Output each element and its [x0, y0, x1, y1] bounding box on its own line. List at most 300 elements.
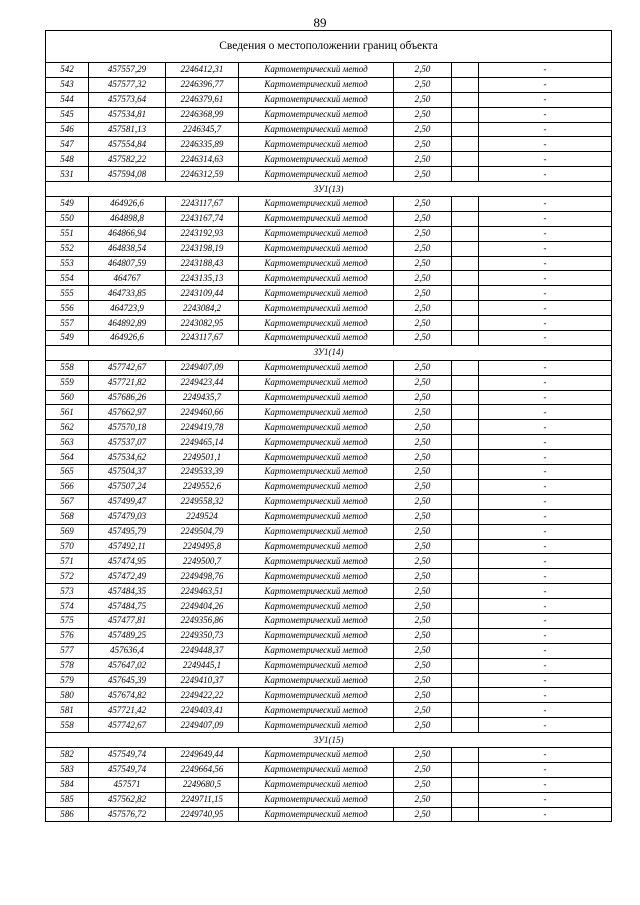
cell-blank — [452, 226, 479, 241]
cell-x-coordinate: 457662,97 — [89, 405, 166, 420]
cell-y-coordinate: 2246335,89 — [166, 137, 239, 152]
table-title: Сведения о местоположении границ объекта — [46, 31, 612, 63]
cell-blank — [452, 688, 479, 703]
cell-method: Картометрический метод — [239, 122, 394, 137]
cell-y-coordinate: 2249524 — [166, 509, 239, 524]
table-row — [46, 777, 612, 792]
cell-description: - — [479, 762, 612, 777]
cell-point-number: 542 — [46, 63, 89, 78]
cell-x-coordinate: 457557,29 — [89, 63, 166, 78]
cell-accuracy: 2,50 — [394, 256, 452, 271]
cell-description: - — [479, 197, 612, 212]
cell-point-number: 579 — [46, 673, 89, 688]
cell-point-number: 562 — [46, 420, 89, 435]
table-row — [46, 450, 612, 465]
cell-x-coordinate: 457594,08 — [89, 167, 166, 182]
cell-y-coordinate: 2249410,37 — [166, 673, 239, 688]
cell-x-coordinate: 464733,85 — [89, 286, 166, 301]
cell-y-coordinate: 2249711,15 — [166, 792, 239, 807]
cell-accuracy: 2,50 — [394, 524, 452, 539]
cell-point-number: 565 — [46, 465, 89, 480]
cell-point-number: 545 — [46, 107, 89, 122]
cell-accuracy: 2,50 — [394, 420, 452, 435]
cell-blank — [452, 137, 479, 152]
cell-y-coordinate: 2243082,95 — [166, 316, 239, 331]
cell-x-coordinate: 464723,9 — [89, 301, 166, 316]
cell-x-coordinate: 457472,49 — [89, 569, 166, 584]
cell-y-coordinate: 2249422,22 — [166, 688, 239, 703]
cell-x-coordinate: 457549,74 — [89, 747, 166, 762]
cell-method: Картометрический метод — [239, 613, 394, 628]
cell-accuracy: 2,50 — [394, 331, 452, 346]
cell-blank — [452, 777, 479, 792]
cell-description: - — [479, 256, 612, 271]
table-row — [46, 107, 612, 122]
cell-y-coordinate: 2249423,44 — [166, 375, 239, 390]
cell-description: - — [479, 107, 612, 122]
table-row — [46, 360, 612, 375]
cell-accuracy: 2,50 — [394, 107, 452, 122]
cell-y-coordinate: 2249558,32 — [166, 494, 239, 509]
cell-blank — [452, 658, 479, 673]
cell-point-number: 575 — [46, 613, 89, 628]
cell-x-coordinate: 457742,67 — [89, 718, 166, 733]
cell-method: Картометрический метод — [239, 703, 394, 718]
cell-blank — [452, 628, 479, 643]
cell-point-number: 551 — [46, 226, 89, 241]
table-row — [46, 137, 612, 152]
table-row — [46, 688, 612, 703]
cell-y-coordinate: 2249649,44 — [166, 747, 239, 762]
cell-description: - — [479, 360, 612, 375]
cell-accuracy: 2,50 — [394, 718, 452, 733]
cell-blank — [452, 316, 479, 331]
cell-x-coordinate: 457477,81 — [89, 613, 166, 628]
table-row — [46, 494, 612, 509]
cell-method: Картометрический метод — [239, 197, 394, 212]
cell-method: Картометрический метод — [239, 747, 394, 762]
cell-point-number: 576 — [46, 628, 89, 643]
table-row — [46, 271, 612, 286]
cell-description: - — [479, 569, 612, 584]
cell-point-number: 581 — [46, 703, 89, 718]
cell-description: - — [479, 792, 612, 807]
cell-accuracy: 2,50 — [394, 628, 452, 643]
cell-point-number: 585 — [46, 792, 89, 807]
cell-point-number: 549 — [46, 197, 89, 212]
cell-x-coordinate: 457674,82 — [89, 688, 166, 703]
table-row — [46, 375, 612, 390]
cell-method: Картометрический метод — [239, 554, 394, 569]
cell-description: - — [479, 584, 612, 599]
cell-y-coordinate: 2246314,63 — [166, 152, 239, 167]
cell-description: - — [479, 137, 612, 152]
cell-x-coordinate: 457537,07 — [89, 435, 166, 450]
cell-accuracy: 2,50 — [394, 494, 452, 509]
table-row — [46, 167, 612, 182]
cell-method: Картометрический метод — [239, 807, 394, 822]
cell-method: Картометрический метод — [239, 777, 394, 792]
cell-blank — [452, 613, 479, 628]
cell-y-coordinate: 2249495,8 — [166, 539, 239, 554]
boundary-table — [45, 30, 612, 822]
cell-y-coordinate: 2249407,09 — [166, 360, 239, 375]
cell-y-coordinate: 2249356,86 — [166, 613, 239, 628]
cell-description: - — [479, 777, 612, 792]
cell-description: - — [479, 375, 612, 390]
cell-blank — [452, 747, 479, 762]
cell-point-number: 550 — [46, 211, 89, 226]
cell-point-number: 566 — [46, 479, 89, 494]
cell-x-coordinate: 457571 — [89, 777, 166, 792]
cell-x-coordinate: 464926,6 — [89, 197, 166, 212]
cell-accuracy: 2,50 — [394, 226, 452, 241]
table-row — [46, 256, 612, 271]
cell-accuracy: 2,50 — [394, 569, 452, 584]
table-row — [46, 524, 612, 539]
cell-point-number: 557 — [46, 316, 89, 331]
cell-accuracy: 2,50 — [394, 599, 452, 614]
cell-blank — [452, 435, 479, 450]
cell-accuracy: 2,50 — [394, 777, 452, 792]
cell-description: - — [479, 92, 612, 107]
table-row — [46, 539, 612, 554]
cell-y-coordinate: 2249740,95 — [166, 807, 239, 822]
cell-accuracy: 2,50 — [394, 92, 452, 107]
cell-y-coordinate: 2249460,66 — [166, 405, 239, 420]
table-row — [46, 509, 612, 524]
cell-blank — [452, 241, 479, 256]
cell-accuracy: 2,50 — [394, 703, 452, 718]
table-row — [46, 331, 612, 346]
cell-blank — [452, 494, 479, 509]
section-label: ЗУ1(13) — [46, 182, 612, 197]
cell-y-coordinate: 2249448,37 — [166, 643, 239, 658]
cell-description: - — [479, 554, 612, 569]
cell-accuracy: 2,50 — [394, 77, 452, 92]
cell-description: - — [479, 465, 612, 480]
cell-accuracy: 2,50 — [394, 479, 452, 494]
cell-blank — [452, 807, 479, 822]
table-row — [46, 554, 612, 569]
table-row — [46, 92, 612, 107]
cell-accuracy: 2,50 — [394, 197, 452, 212]
cell-point-number: 572 — [46, 569, 89, 584]
cell-y-coordinate: 2243198,19 — [166, 241, 239, 256]
cell-description: - — [479, 688, 612, 703]
cell-point-number: 556 — [46, 301, 89, 316]
cell-blank — [452, 539, 479, 554]
cell-accuracy: 2,50 — [394, 762, 452, 777]
table-title-row — [46, 31, 612, 63]
table-row — [46, 628, 612, 643]
cell-x-coordinate: 457507,24 — [89, 479, 166, 494]
cell-description: - — [479, 122, 612, 137]
table-row — [46, 301, 612, 316]
cell-y-coordinate: 2249504,79 — [166, 524, 239, 539]
cell-point-number: 561 — [46, 405, 89, 420]
cell-x-coordinate: 457499,47 — [89, 494, 166, 509]
cell-accuracy: 2,50 — [394, 405, 452, 420]
cell-blank — [452, 554, 479, 569]
cell-blank — [452, 390, 479, 405]
cell-blank — [452, 167, 479, 182]
cell-y-coordinate: 2246379,61 — [166, 92, 239, 107]
table-row — [46, 479, 612, 494]
cell-method: Картометрический метод — [239, 420, 394, 435]
cell-y-coordinate: 2243084,2 — [166, 301, 239, 316]
cell-description: - — [479, 479, 612, 494]
cell-method: Картометрический метод — [239, 569, 394, 584]
cell-point-number: 559 — [46, 375, 89, 390]
cell-method: Картометрический метод — [239, 152, 394, 167]
cell-point-number: 543 — [46, 77, 89, 92]
cell-accuracy: 2,50 — [394, 435, 452, 450]
cell-point-number: 569 — [46, 524, 89, 539]
cell-blank — [452, 360, 479, 375]
cell-method: Картометрический метод — [239, 599, 394, 614]
cell-x-coordinate: 457484,75 — [89, 599, 166, 614]
cell-blank — [452, 420, 479, 435]
cell-y-coordinate: 2249501,1 — [166, 450, 239, 465]
table-row — [46, 792, 612, 807]
cell-method: Картометрический метод — [239, 762, 394, 777]
cell-method: Картометрический метод — [239, 494, 394, 509]
cell-point-number: 554 — [46, 271, 89, 286]
cell-y-coordinate: 2246368,99 — [166, 107, 239, 122]
table-row — [46, 643, 612, 658]
table-row — [46, 599, 612, 614]
cell-x-coordinate: 457647,02 — [89, 658, 166, 673]
cell-y-coordinate: 2249664,56 — [166, 762, 239, 777]
cell-accuracy: 2,50 — [394, 509, 452, 524]
table-row — [46, 420, 612, 435]
cell-method: Картометрический метод — [239, 167, 394, 182]
cell-accuracy: 2,50 — [394, 807, 452, 822]
cell-point-number: 560 — [46, 390, 89, 405]
cell-blank — [452, 703, 479, 718]
cell-method: Картометрический метод — [239, 643, 394, 658]
cell-point-number: 567 — [46, 494, 89, 509]
cell-x-coordinate: 457549,74 — [89, 762, 166, 777]
table-row — [46, 211, 612, 226]
table-row — [46, 390, 612, 405]
cell-point-number: 574 — [46, 599, 89, 614]
cell-method: Картометрический метод — [239, 331, 394, 346]
cell-description: - — [479, 509, 612, 524]
table-row — [46, 435, 612, 450]
cell-y-coordinate: 2249465,14 — [166, 435, 239, 450]
cell-method: Картометрический метод — [239, 688, 394, 703]
cell-y-coordinate: 2243167,74 — [166, 211, 239, 226]
cell-description: - — [479, 494, 612, 509]
cell-y-coordinate: 2249445,1 — [166, 658, 239, 673]
section-label: ЗУ1(15) — [46, 733, 612, 748]
cell-method: Картометрический метод — [239, 316, 394, 331]
cell-method: Картометрический метод — [239, 450, 394, 465]
cell-blank — [452, 197, 479, 212]
cell-point-number: 558 — [46, 360, 89, 375]
cell-y-coordinate: 2249498,76 — [166, 569, 239, 584]
cell-accuracy: 2,50 — [394, 539, 452, 554]
cell-description: - — [479, 673, 612, 688]
cell-point-number: 577 — [46, 643, 89, 658]
table-row — [46, 673, 612, 688]
cell-method: Картометрический метод — [239, 718, 394, 733]
cell-blank — [452, 152, 479, 167]
cell-point-number: 548 — [46, 152, 89, 167]
cell-blank — [452, 569, 479, 584]
cell-accuracy: 2,50 — [394, 316, 452, 331]
cell-x-coordinate: 457742,67 — [89, 360, 166, 375]
cell-blank — [452, 465, 479, 480]
cell-y-coordinate: 2249403,41 — [166, 703, 239, 718]
cell-accuracy: 2,50 — [394, 271, 452, 286]
cell-x-coordinate: 457721,82 — [89, 375, 166, 390]
cell-description: - — [479, 628, 612, 643]
cell-x-coordinate: 457636,4 — [89, 643, 166, 658]
cell-description: - — [479, 450, 612, 465]
cell-method: Картометрический метод — [239, 286, 394, 301]
cell-x-coordinate: 464767 — [89, 271, 166, 286]
cell-method: Картометрический метод — [239, 524, 394, 539]
cell-accuracy: 2,50 — [394, 792, 452, 807]
cell-accuracy: 2,50 — [394, 747, 452, 762]
cell-description: - — [479, 435, 612, 450]
cell-accuracy: 2,50 — [394, 450, 452, 465]
table-row — [46, 613, 612, 628]
cell-accuracy: 2,50 — [394, 152, 452, 167]
cell-accuracy: 2,50 — [394, 465, 452, 480]
cell-y-coordinate: 2243109,44 — [166, 286, 239, 301]
table-row — [46, 747, 612, 762]
cell-blank — [452, 718, 479, 733]
cell-x-coordinate: 464898,8 — [89, 211, 166, 226]
cell-description: - — [479, 316, 612, 331]
cell-accuracy: 2,50 — [394, 613, 452, 628]
table-row — [46, 241, 612, 256]
cell-method: Картометрический метод — [239, 509, 394, 524]
section-row — [46, 182, 612, 197]
cell-point-number: 570 — [46, 539, 89, 554]
cell-description: - — [479, 152, 612, 167]
cell-y-coordinate: 2243117,67 — [166, 331, 239, 346]
cell-method: Картометрический метод — [239, 77, 394, 92]
cell-description: - — [479, 658, 612, 673]
cell-description: - — [479, 63, 612, 78]
cell-point-number: 584 — [46, 777, 89, 792]
cell-accuracy: 2,50 — [394, 63, 452, 78]
cell-x-coordinate: 457489,25 — [89, 628, 166, 643]
table-row — [46, 63, 612, 78]
cell-method: Картометрический метод — [239, 137, 394, 152]
cell-description: - — [479, 211, 612, 226]
cell-x-coordinate: 457721,42 — [89, 703, 166, 718]
cell-point-number: 586 — [46, 807, 89, 822]
cell-description: - — [479, 390, 612, 405]
cell-x-coordinate: 457645,39 — [89, 673, 166, 688]
cell-y-coordinate: 2243135,13 — [166, 271, 239, 286]
cell-blank — [452, 375, 479, 390]
cell-accuracy: 2,50 — [394, 554, 452, 569]
cell-method: Картометрический метод — [239, 539, 394, 554]
cell-y-coordinate: 2246312,59 — [166, 167, 239, 182]
cell-method: Картометрический метод — [239, 584, 394, 599]
table-row — [46, 197, 612, 212]
cell-method: Картометрический метод — [239, 211, 394, 226]
cell-method: Картометрический метод — [239, 375, 394, 390]
cell-description: - — [479, 747, 612, 762]
cell-description: - — [479, 286, 612, 301]
cell-description: - — [479, 331, 612, 346]
cell-description: - — [479, 271, 612, 286]
cell-point-number: 573 — [46, 584, 89, 599]
cell-blank — [452, 599, 479, 614]
cell-description: - — [479, 167, 612, 182]
cell-y-coordinate: 2249463,51 — [166, 584, 239, 599]
cell-description: - — [479, 405, 612, 420]
section-row — [46, 733, 612, 748]
cell-method: Картометрический метод — [239, 405, 394, 420]
cell-method: Картометрический метод — [239, 658, 394, 673]
cell-point-number: 571 — [46, 554, 89, 569]
cell-blank — [452, 77, 479, 92]
cell-point-number: 558 — [46, 718, 89, 733]
cell-blank — [452, 286, 479, 301]
cell-y-coordinate: 2249552,6 — [166, 479, 239, 494]
cell-point-number: 582 — [46, 747, 89, 762]
cell-blank — [452, 256, 479, 271]
cell-accuracy: 2,50 — [394, 658, 452, 673]
cell-point-number: 544 — [46, 92, 89, 107]
cell-y-coordinate: 2246345,7 — [166, 122, 239, 137]
cell-y-coordinate: 2243117,67 — [166, 197, 239, 212]
cell-method: Картометрический метод — [239, 241, 394, 256]
cell-x-coordinate: 457492,11 — [89, 539, 166, 554]
cell-x-coordinate: 457484,35 — [89, 584, 166, 599]
cell-x-coordinate: 464807,59 — [89, 256, 166, 271]
cell-point-number: 553 — [46, 256, 89, 271]
cell-y-coordinate: 2249419,78 — [166, 420, 239, 435]
table-row — [46, 286, 612, 301]
cell-accuracy: 2,50 — [394, 137, 452, 152]
cell-blank — [452, 211, 479, 226]
cell-description: - — [479, 599, 612, 614]
cell-description: - — [479, 703, 612, 718]
cell-blank — [452, 643, 479, 658]
cell-x-coordinate: 457573,64 — [89, 92, 166, 107]
table-row — [46, 703, 612, 718]
cell-point-number: 547 — [46, 137, 89, 152]
cell-blank — [452, 331, 479, 346]
cell-y-coordinate: 2249350,73 — [166, 628, 239, 643]
cell-blank — [452, 107, 479, 122]
cell-point-number: 531 — [46, 167, 89, 182]
cell-blank — [452, 450, 479, 465]
cell-y-coordinate: 2249407,09 — [166, 718, 239, 733]
cell-y-coordinate: 2249533,39 — [166, 465, 239, 480]
cell-description: - — [479, 301, 612, 316]
cell-x-coordinate: 457534,62 — [89, 450, 166, 465]
cell-description: - — [479, 524, 612, 539]
cell-accuracy: 2,50 — [394, 643, 452, 658]
table-row — [46, 718, 612, 733]
cell-blank — [452, 524, 479, 539]
table-row — [46, 122, 612, 137]
table-row — [46, 569, 612, 584]
cell-y-coordinate: 2249404,26 — [166, 599, 239, 614]
cell-method: Картометрический метод — [239, 390, 394, 405]
